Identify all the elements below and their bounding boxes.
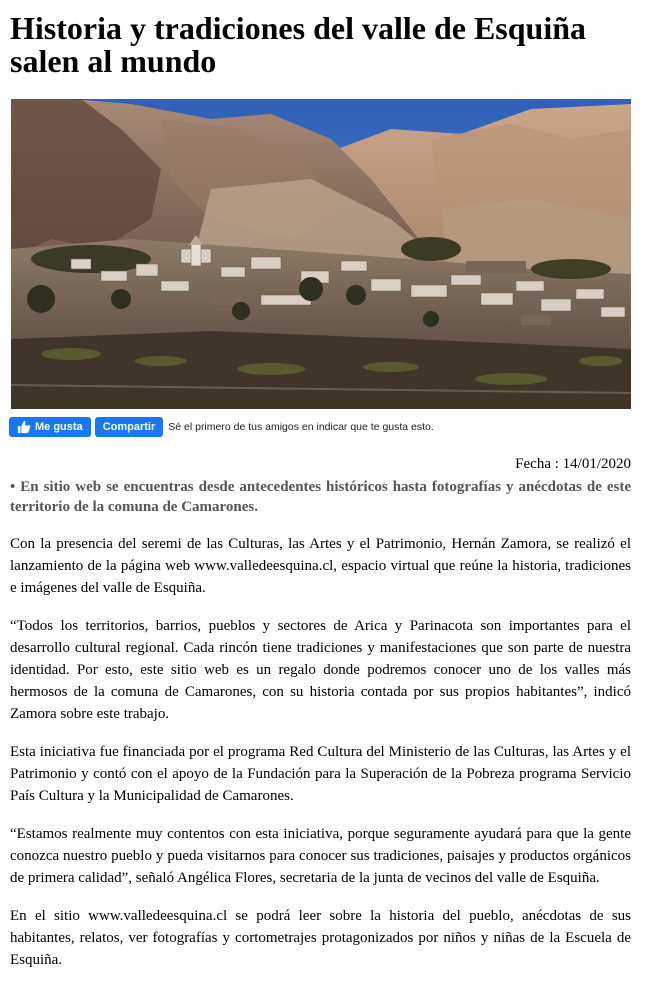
share-label: Compartir — [102, 421, 156, 433]
article-photo — [11, 99, 631, 409]
article-body — [10, 533, 631, 987]
article-paragraph: “Todos los territorios, barrios, pueblos y sectores de Arica y Parinacota son importantes para el desarrollo cultural regional. Cada rincón tiene tradiciones y manifestaciones que son parte de nuestra identidad. Por esto, este sitio web es un regalo donde podremos conocer uno de los valles más hermosos de la comuna de Camarones, con su historia contada por sus propios habitantes”, indicó Zamora sobre este trabajo. — [10, 618, 631, 722]
facebook-like-bar — [9, 417, 434, 437]
like-button[interactable] — [9, 417, 91, 437]
friends-like-text: Sé el primero de tus amigos en indicar que te gusta esto. — [168, 421, 434, 433]
landscape-photo-icon — [11, 99, 631, 409]
share-button[interactable] — [95, 417, 164, 437]
article-title: Historia y tradiciones del valle de Esquiña salen al mundo — [10, 10, 587, 79]
article-paragraph: Con la presencia del seremi de las Culturas, las Artes y el Patrimonio, Hernán Zamora, se realizó el lanzamiento de la página web www.valledeesquina.cl, espacio virtual que reúne la historia, tradiciones e imágenes del valle de Esquiña. — [10, 536, 631, 596]
article — [10, 0, 631, 78]
thumbs-up-icon — [17, 420, 31, 434]
publish-date: Fecha : 14/01/2020 — [515, 456, 631, 472]
article-paragraph: En el sitio www.valledeesquina.cl se podrá leer sobre la historia del pueblo, anécdotas de sus habitantes, relatos, ver fotografías y cortometrajes protagonizados por niños y niñas de la Escuela de Esquiña. — [10, 908, 631, 968]
article-lead: • En sitio web se encuentras desde antecedentes históricos hasta fotografías y anécdotas de este territorio de la comuna de Camarones. — [10, 479, 631, 515]
article-paragraph: Esta iniciativa fue financiada por el programa Red Cultura del Ministerio de las Culturas, las Artes y el Patrimonio y contó con el apoyo de la Fundación para la Superación de la Pobreza programa Servicio País Cultura y la Municipalidad de Camarones. — [10, 744, 631, 804]
article-paragraph: “Estamos realmente muy contentos con esta iniciativa, porque seguramente ayudará para que la gente conozca nuestro pueblo y pueda visitarnos para conocer sus tradiciones, paisajes y productos orgánicos de primera calidad”, señaló Angélica Flores, secretaria de la junta de vecinos del valle de Esquiña. — [10, 826, 631, 886]
like-label: Me gusta — [35, 421, 83, 433]
